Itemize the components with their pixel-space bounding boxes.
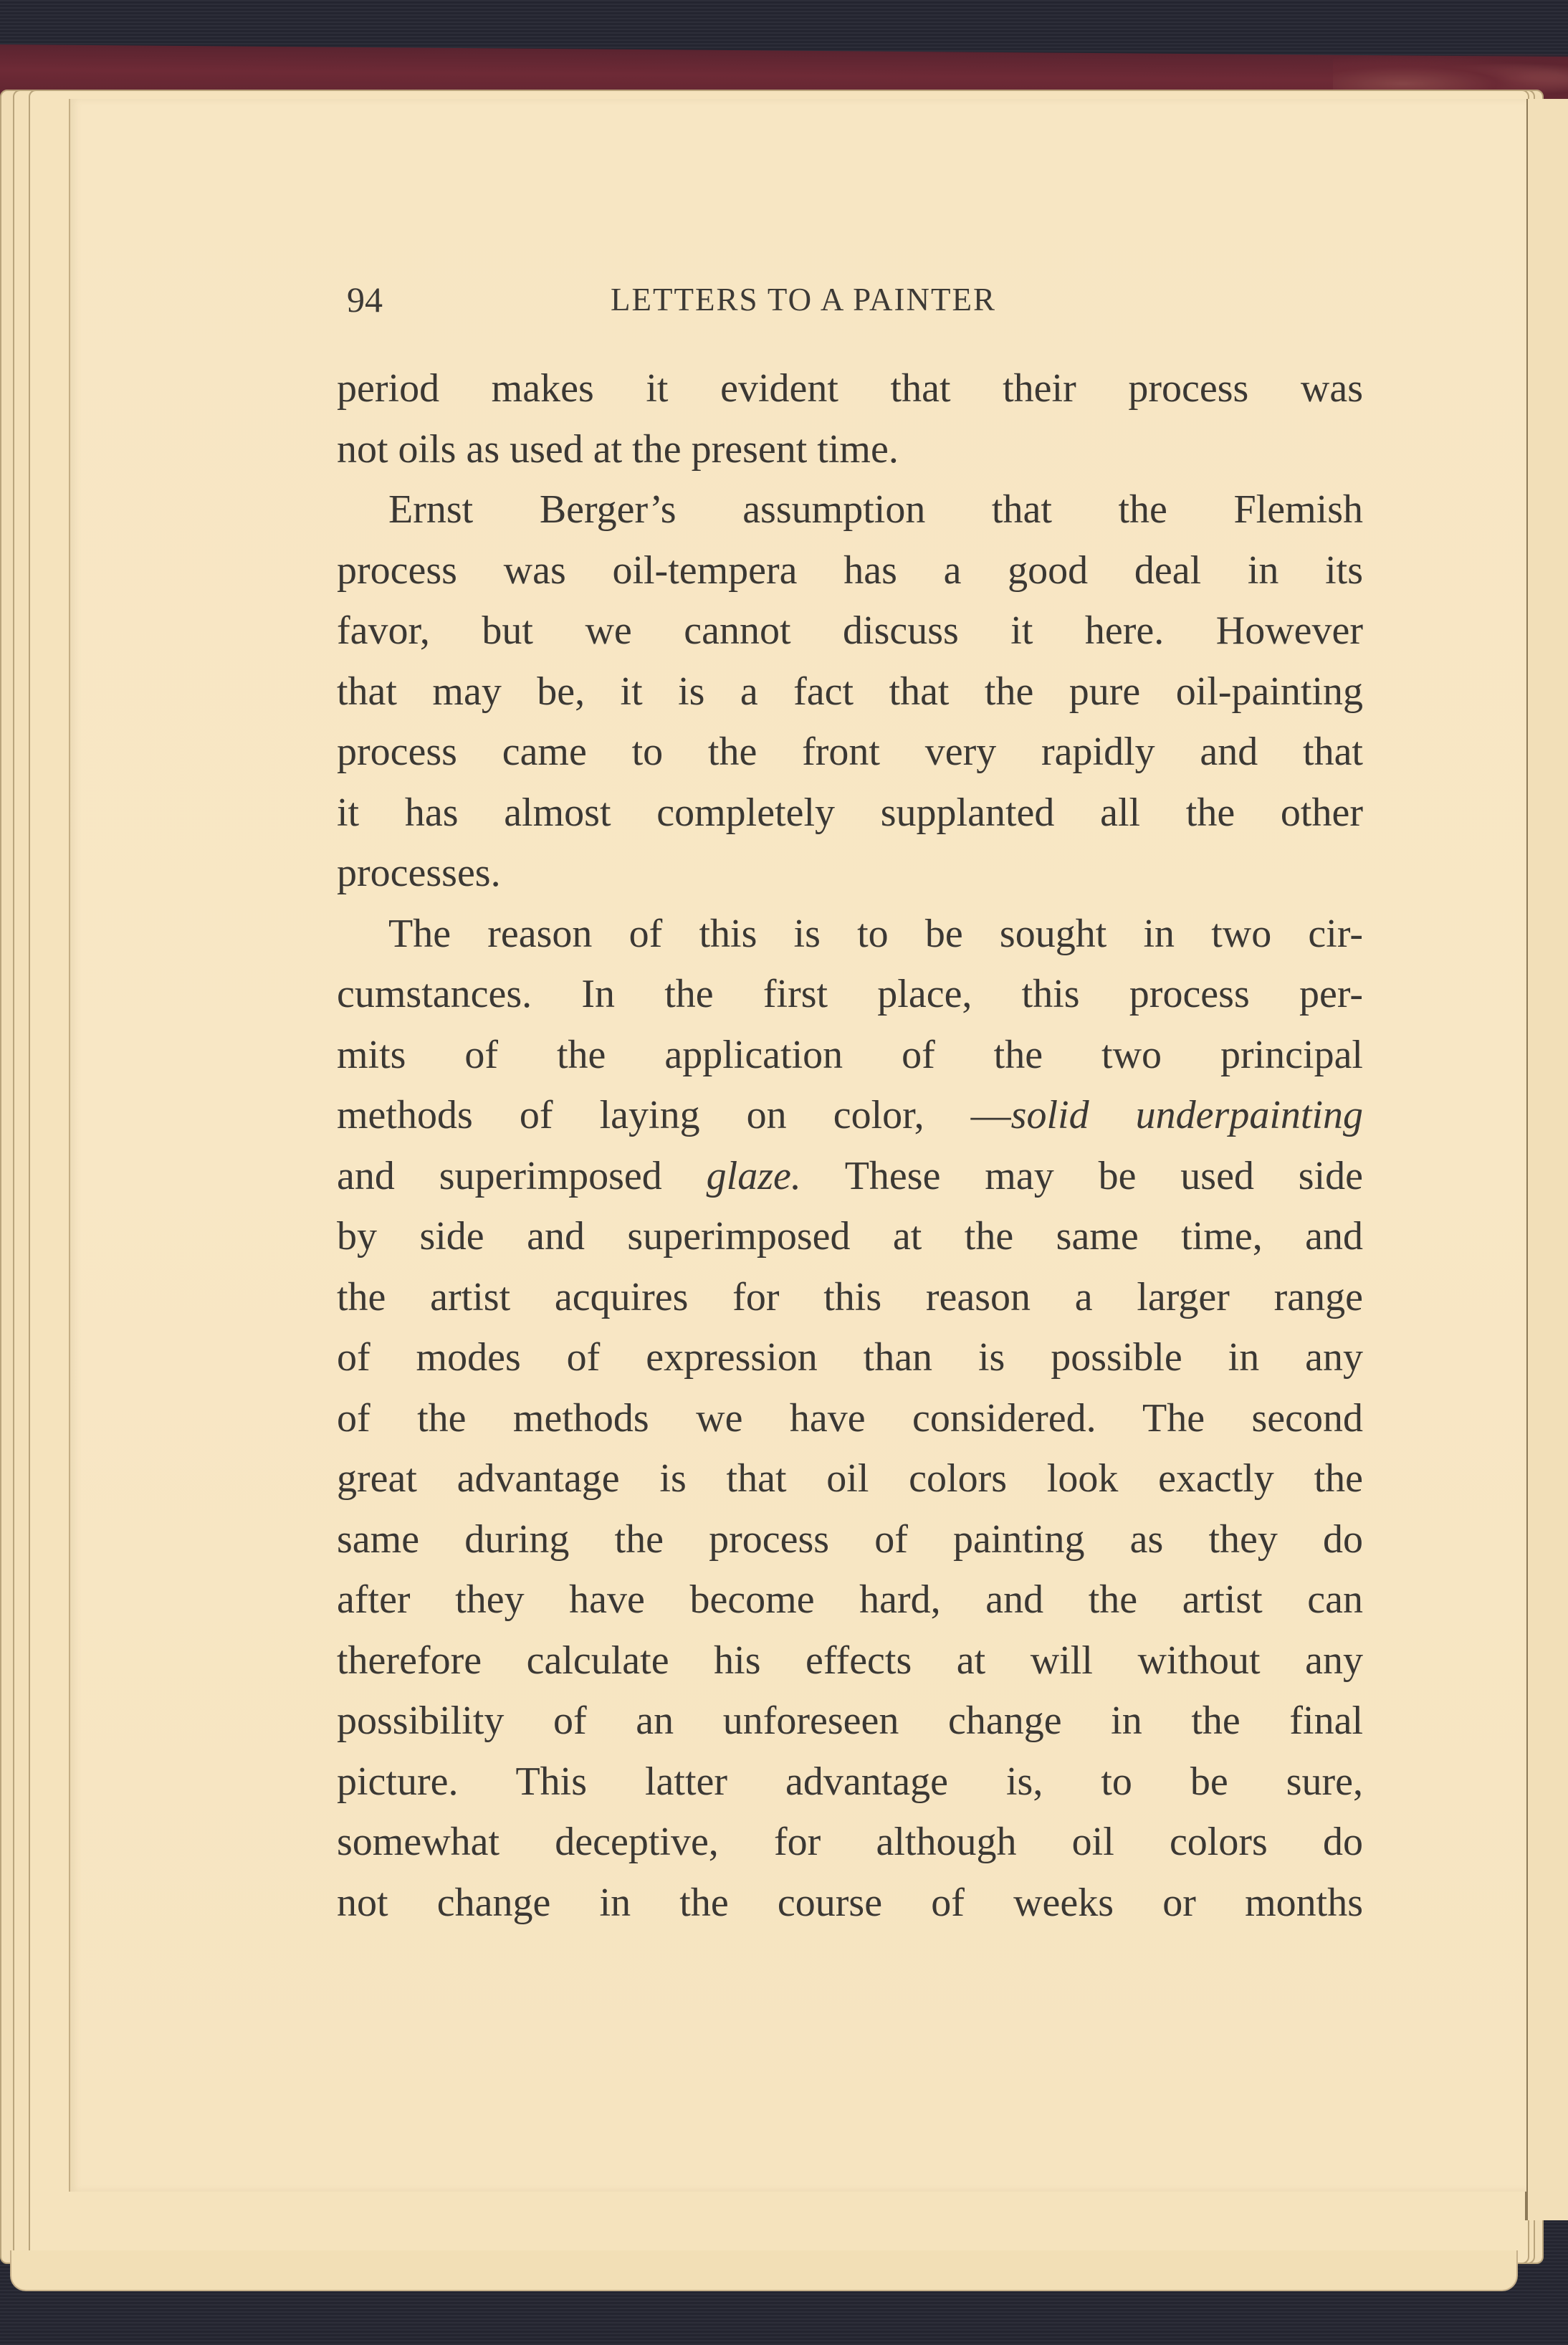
- text-line: [337, 1085, 1363, 1146]
- text-line: by side and superimposed at the same time, and: [337, 1214, 1363, 1259]
- text-line: that may be, it is a fact that the pure oil-painting: [337, 669, 1363, 714]
- page-bottom-edges: [10, 2250, 1518, 2291]
- text-line: cumstances. In the first place, this process per-: [337, 972, 1363, 1016]
- facing-page-edge: [1525, 99, 1568, 2220]
- text-line: therefore calculate his effects at will without any: [337, 1638, 1363, 1683]
- text-line: great advantage is that oil colors look exactly the: [337, 1456, 1363, 1501]
- body-text: [337, 358, 1363, 1933]
- italic-emphasis: solid underpainting: [1010, 1093, 1363, 1137]
- text-run: and superimposed: [337, 1153, 707, 1198]
- text-line: possibility of an unforeseen change in the final: [337, 1699, 1363, 1743]
- text-run: methods of laying on color, —: [337, 1093, 1011, 1137]
- running-head: [347, 278, 1372, 321]
- text-line: processes.: [337, 851, 501, 895]
- text-line: the artist acquires for this reason a larger range: [337, 1274, 1363, 1319]
- text-line: [337, 1146, 1363, 1207]
- text-line: The reason of this is to be sought in two cir-: [388, 911, 1363, 956]
- text-line: it has almost completely supplanted all the other: [337, 790, 1363, 835]
- text-line: of the methods we have considered. The second: [337, 1395, 1363, 1441]
- italic-emphasis: glaze.: [706, 1153, 801, 1198]
- text-line: mits of the application of the two principal: [337, 1032, 1363, 1077]
- running-head-title: LETTERS TO A PAINTER: [611, 282, 996, 317]
- page-number: 94: [347, 280, 383, 320]
- text-line: not change in the course of weeks or months: [337, 1880, 1363, 1925]
- text-line: picture. This latter advantage is, to be sure,: [337, 1759, 1363, 1804]
- text-run: These may be used side: [800, 1153, 1364, 1198]
- text-line: Ernst Berger’s assumption that the Flemish: [388, 487, 1363, 532]
- text-line: not oils as used at the present time.: [337, 426, 899, 472]
- text-line: favor, but we cannot discuss it here. However: [337, 608, 1363, 653]
- text-line: somewhat deceptive, for although oil colors do: [337, 1820, 1363, 1864]
- text-line: period makes it evident that their process was: [337, 366, 1363, 411]
- text-line: of modes of expression than is possible in any: [337, 1335, 1363, 1380]
- text-line: same during the process of painting as they do: [337, 1517, 1363, 1562]
- text-line: process was oil-tempera has a good deal in its: [337, 548, 1363, 593]
- text-line: process came to the front very rapidly and that: [337, 730, 1363, 774]
- text-line: after they have become hard, and the artist can: [337, 1577, 1363, 1622]
